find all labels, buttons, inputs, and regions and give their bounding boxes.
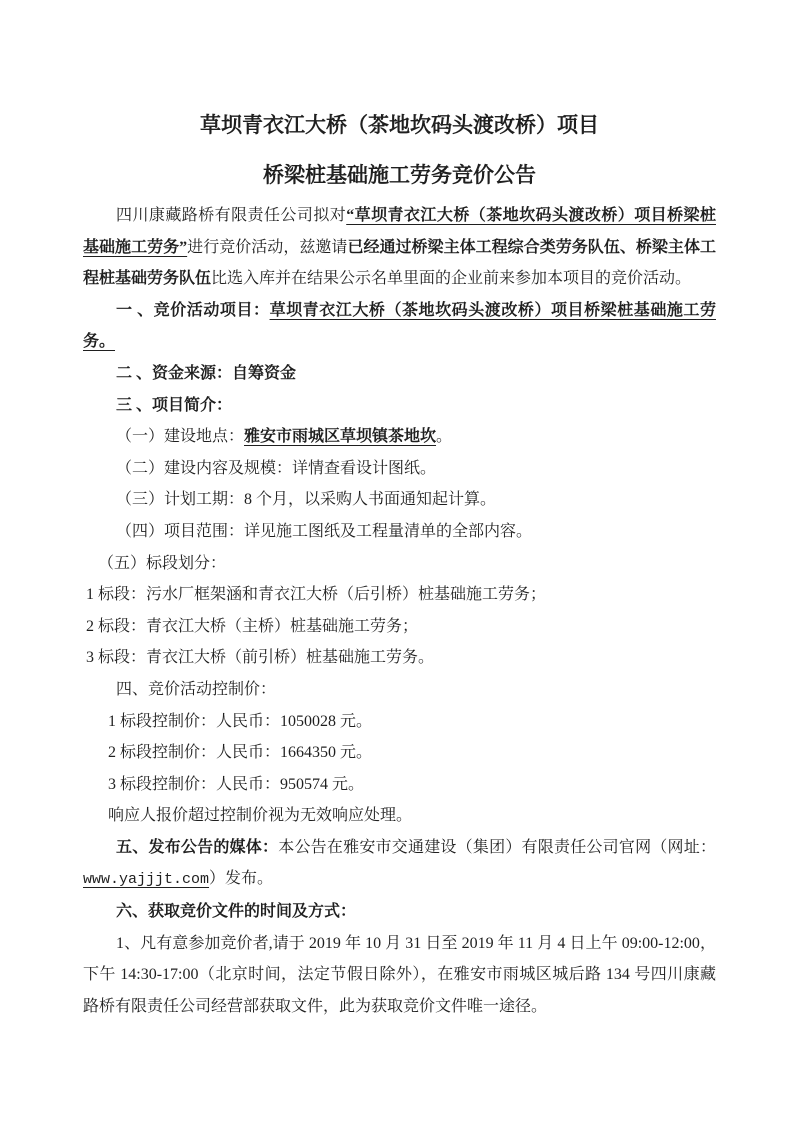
doc-title-line1: 草坝青衣江大桥（茶地坎码头渡改桥）项目 [200,113,599,137]
location-value: 雅安市雨城区草坝镇茶地坎 [244,428,437,446]
section-6-paragraph-1: 1、凡有意参加竞价者,请于 2019 年 10 月 31 日至 2019 年 11 月 4 日上午 09:00-12:00，下午 14:30-17:00（北京时间，法定节假日除外），在雅安市雨城区城后路 134 号四川康藏路桥有限责任公司经营部获取文件，此为获取竞价文件唯一途径。 [83,934,716,1015]
section-1-label: 一 、竞价活动项目： [116,301,270,319]
lot-item-1: 1 标段：污水厂框架涵和青衣江大桥（后引桥）桩基础施工劳务； [86,586,547,604]
lot-item-3: 3 标段：青衣江大桥（前引桥）桩基础施工劳务。 [86,649,435,667]
location-label: （一）建设地点： [116,428,245,446]
section-3-project-brief: 三 、项目简介： [116,396,233,414]
price-item-1: 1 标段控制价：人民币：1050028 元。 [108,712,373,730]
section-4-control-price: 四、竞价活动控制价： [116,680,277,698]
section-6-document-obtain: 六、获取竞价文件的时间及方式： [116,903,357,921]
lot-item-2: 2 标段：青衣江大桥（主桥）桩基础施工劳务； [86,617,419,635]
section-3-2-scope: （二）建设内容及规模：详情查看设计图纸。 [116,459,437,477]
section-3-5-lot-division: （五）标段划分： [98,554,227,572]
website-url: www.yajjjt.com [83,871,210,889]
section-1-project-name: 草坝青衣江大桥（茶地坎码头渡改桥）项目桥梁桩基础施工劳务。 [83,301,716,351]
price-item-2: 2 标段控制价：人民币：1664350 元。 [108,744,373,762]
price-item-3: 3 标段控制价：人民币：950574 元。 [108,775,365,793]
section-3-1-location [83,421,716,453]
section-5-text: 本公告在雅安市交通建设（集团）有限责任公司官网（网址： [278,838,716,856]
intro-lead: 四川康藏路桥有限责任公司拟对 [116,207,347,224]
section-5-publish-media [83,832,716,896]
section-3-4-range: （四）项目范围：详见施工图纸及工程量清单的全部内容。 [116,522,533,540]
section-5-label: 五、发布公告的媒体： [116,838,279,856]
intro-project-name: “草坝青衣江大桥（茶地坎码头渡改桥）项目桥梁桩基础施工劳务” [83,207,716,256]
intro-paragraph [83,200,716,295]
intro-tail: 比选入库并在结果公示名单里面的企业前来参加本项目的竞价活动。 [211,270,692,288]
intro-mid: 进行竞价活动，兹邀请 [187,238,348,256]
doc-title-line2: 桥梁桩基础施工劳务竞价公告 [263,163,536,187]
section-1-activity-project [83,295,716,358]
section-3-3-schedule: （三）计划工期：8 个月，以采购人书面通知起计算。 [116,491,497,509]
intro-qualified-teams: 已经通过桥梁主体工程综合类劳务队伍、桥梁主体工程桩基础劳务队伍 [83,238,716,288]
location-tail: 。 [436,428,453,446]
price-note: 响应人报价超过控制价视为无效响应处理。 [108,807,413,825]
section-2-funding-source: 二 、资金来源：自筹资金 [116,364,297,382]
section-5-tail: ）发布。 [209,870,274,888]
